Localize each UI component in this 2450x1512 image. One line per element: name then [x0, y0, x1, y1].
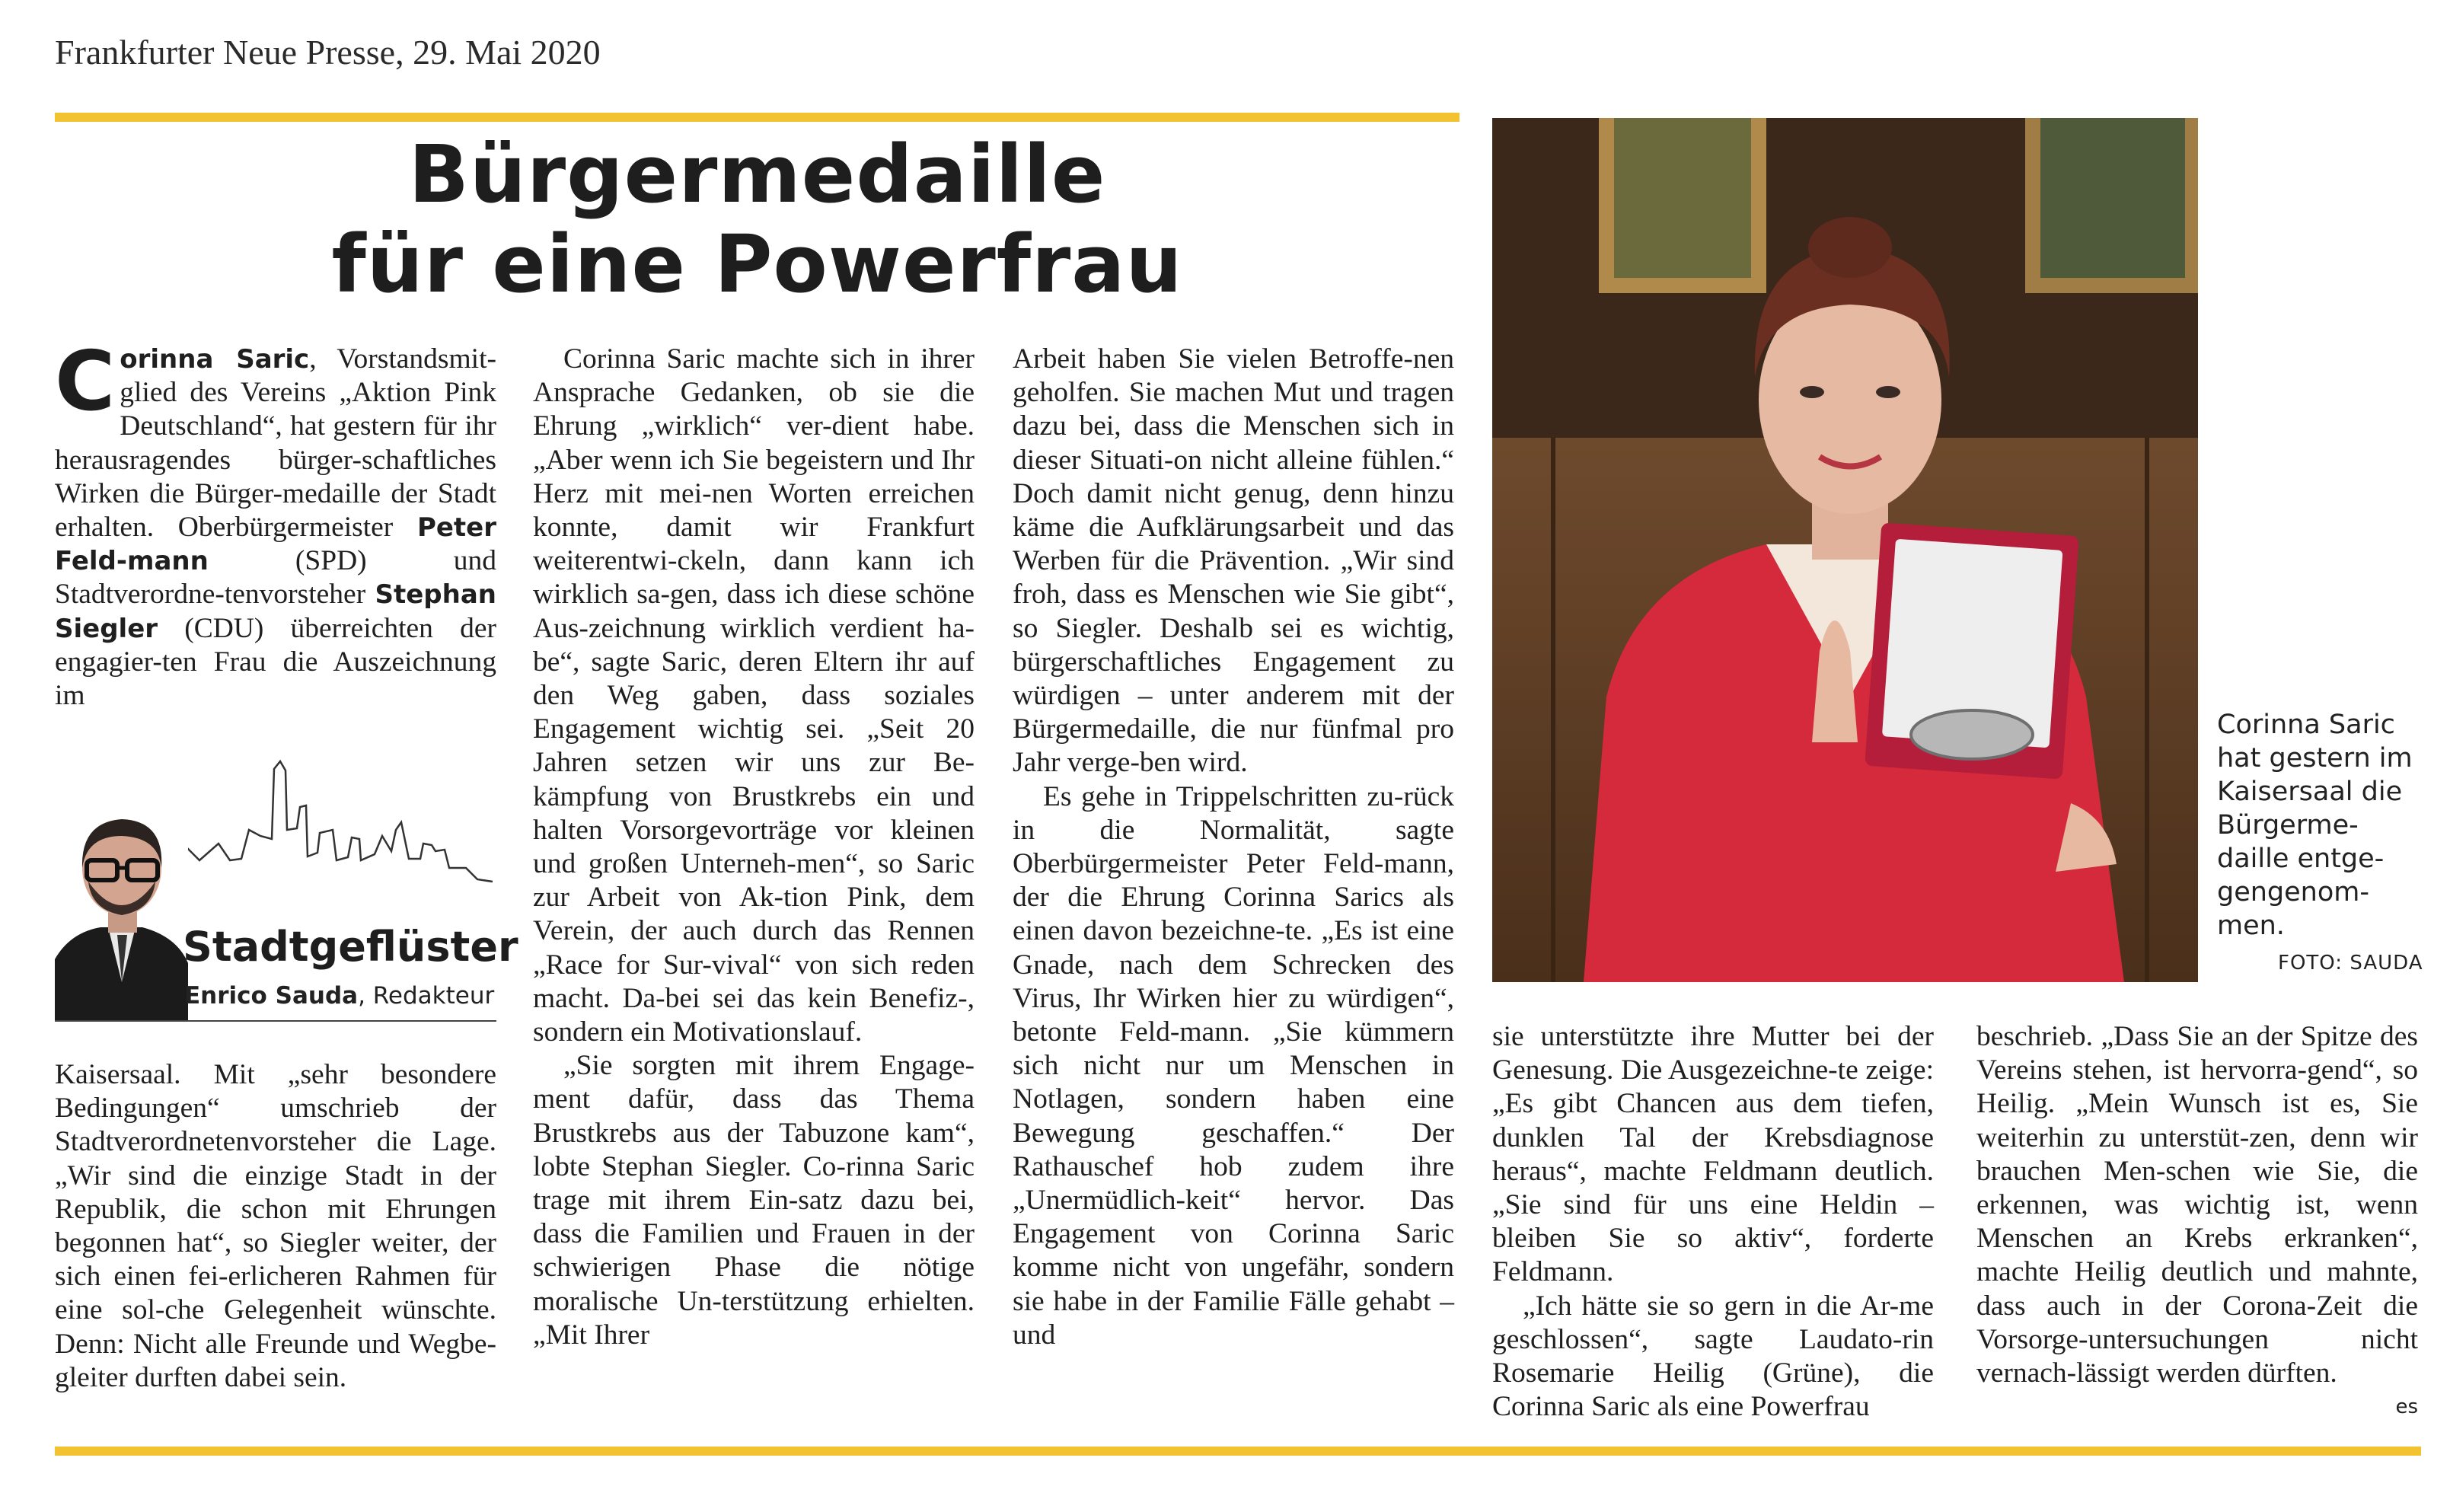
photo-caption: Corinna Saric hat gestern im Kaisersaal die Bürgerme-daille entge-gengenom-men.	[2217, 710, 2413, 941]
column-4	[1492, 1020, 1934, 1424]
paragraph: Es gehe in Trippelschritten zu-rück in die Normalität, sagte Oberbürgermeister Peter Feld-mann, der die Ehrung Corinna Sarics als einen davon bezeichne-te. „Es ist eine Gnade, nach dem Schrecken des Virus, Ihr Wirken hier zu würdigen“, betonte Feld-mann. „Sie kümmern sich nicht nur um Menschen in Notlagen, sondern haben eine Bewegung geschaffen.“ Der Rathauschef hob zudem ihre „Unermüdlich-keit“ hervor. Das Engagement von Corinna Saric komme nicht von ungefähr, sondern sie habe in der Familie Fälle gehabt – und	[1013, 780, 1454, 1351]
author-name: Enrico Sauda	[184, 982, 359, 1010]
paragraph: „Sie sorgten mit ihrem Engage-ment dafür, dass das Thema Brustkrebs aus der Tabuzone kam“, lobte Stephan Siegler. Co-rinna Saric trage mit ihrem Ein-satz dazu bei, dass die Familien und Frauen in der schwierigen Phase die nötige moralische Un-terstützung erhielten. „Mit Ihrer	[533, 1050, 975, 1351]
skyline-illustration	[55, 754, 496, 1020]
intro-text-1: , Vorstandsmit-glied des Vereins „Aktion Pink Deutschland“, hat gestern für ihr herausragendes bürger-schaftliches Wirken die Bürger-medaille der Stadt erhalten. Oberbürgermeister	[55, 343, 496, 544]
column-badge-rule	[55, 1020, 496, 1022]
column-5	[1976, 1020, 2418, 1424]
column-3	[1013, 343, 1454, 1352]
photo-credit: FOTO: SAUDA	[2278, 952, 2423, 975]
top-accent-rule	[55, 113, 1459, 122]
column-1-bottom	[55, 1058, 496, 1395]
headline	[55, 129, 1459, 309]
paragraph: Kaisersaal. Mit „sehr besondere Bedingungen“ umschrieb der Stadtverordnetenvorsteher die Lage. „Wir sind die einzige Stadt in der Republik, die schon mit Ehrungen begonnen hat“, so Siegler weiter, der sich einen fei-erlicheren Rahmen für eine sol-che Gelegenheit wünschte. Denn: Nicht alle Freunde und Wegbe-gleiter durften dabei sein.	[55, 1059, 496, 1393]
column-author	[184, 982, 494, 1010]
dropcap: C	[55, 334, 116, 429]
author-signature: es	[2395, 1396, 2418, 1419]
intro-text-3: (CDU) überreichten der engagier-ten Frau die Auszeichnung im	[55, 612, 496, 712]
name-corinna-saric: orinna Saric	[120, 344, 310, 375]
headline-line-1: Bürgermedaille	[408, 128, 1106, 221]
paragraph: sie unterstützte ihre Mutter bei der Genesung. Die Ausgezeichne-te zeige: „Es gibt Chancen aus dem tiefen, dunklen Tal der Krebsdiagnose heraus“, machte Feldmann deutlich. „Sie sind für uns eine Heldin – bleiben Sie so aktiv“, forderte Feldmann.	[1492, 1021, 1934, 1288]
paragraph: beschrieb. „Dass Sie an der Spitze des Vereins stehen, ist hervorra-gend“, so Heilig. „Mein Wunsch ist es, Sie weiterhin zu unterstüt-zen, denn wir brauchen Men-schen wie Sie, die erkennen, was wichtig ist, wenn Menschen an Krebs erkranken“, machte Heilig deutlich und mahnte, dass auch in der Corona-Zeit die Vorsorge-untersuchungen nicht vernach-lässigt werden dürften.	[1976, 1021, 2418, 1389]
photo-woman-with-medal	[1492, 118, 2198, 982]
headline-line-2: für eine Powerfrau	[331, 218, 1183, 311]
column-badge-stadtgefluester	[55, 754, 496, 1020]
author-portrait	[55, 784, 188, 1020]
name-stephan-siegler: Stephan Siegler	[55, 579, 496, 644]
column-title: Stadtgeflüster	[183, 923, 518, 971]
paragraph: Arbeit haben Sie vielen Betroffe-nen geholfen. Sie machen Mut und tragen dazu bei, dass die Menschen sich in dieser Situati-on nicht alleine fühlen.“ Doch damit nicht genug, denn hinzu käme die Aufklärungsarbeit und das Werben für die Prävention. „Wir sind froh, dass es Menschen wie Sie gibt“, so Siegler. Deshalb sei es wichtig, bürgerschaftliches Engagement zu würdigen – unter anderem mit der Bürgermedaille, die nur fünfmal pro Jahr verge-ben wird.	[1013, 343, 1454, 779]
column-2	[533, 343, 975, 1352]
column-1-top	[55, 334, 496, 713]
paragraph: Corinna Saric machte sich in ihrer Ansprache Gedanken, ob sie die Ehrung „wirklich“ ver-dient habe. „Aber wenn ich Sie begeistern und Ihr Herz mit mei-nen Worten erreichen konnte, damit wir Frankfurt weiterentwi-ckeln, dann kann ich wirklich sa-gen, dass ich diese schöne Aus-zeichnung wirklich verdient ha-be“, sagte Saric, deren Eltern ihr auf den Weg gaben, dass soziales Engagement wichtig sei. „Seit 20 Jahren setzen wir uns zur Be-kämpfung von Brustkrebs ein und halten Vorsorgevorträge vor kleinen und großen Unterneh-men“, so Saric zur Arbeit von Ak-tion Pink, dem Verein, der auch durch das Rennen „Race for Sur-vival“ von sich reden macht. Da-bei sei das kein Benefiz-, sondern ein Motivationslauf.	[533, 343, 975, 1048]
intro-text-2: (SPD) und Stadtverordne-tenvorsteher	[55, 545, 496, 611]
source-line: Frankfurter Neue Presse, 29. Mai 2020	[55, 33, 601, 72]
name-peter-feldmann: Peter Feld-mann	[55, 512, 496, 577]
author-role: , Redakteur	[358, 982, 495, 1010]
news-photo	[1492, 118, 2198, 982]
paragraph: „Ich hätte sie so gern in die Ar-me geschlossen“, sagte Laudato-rin Rosemarie Heilig (Grüne), die Corinna Saric als eine Powerfrau	[1492, 1290, 1934, 1423]
bottom-accent-rule	[55, 1447, 2421, 1456]
medal-case	[1865, 522, 2079, 779]
